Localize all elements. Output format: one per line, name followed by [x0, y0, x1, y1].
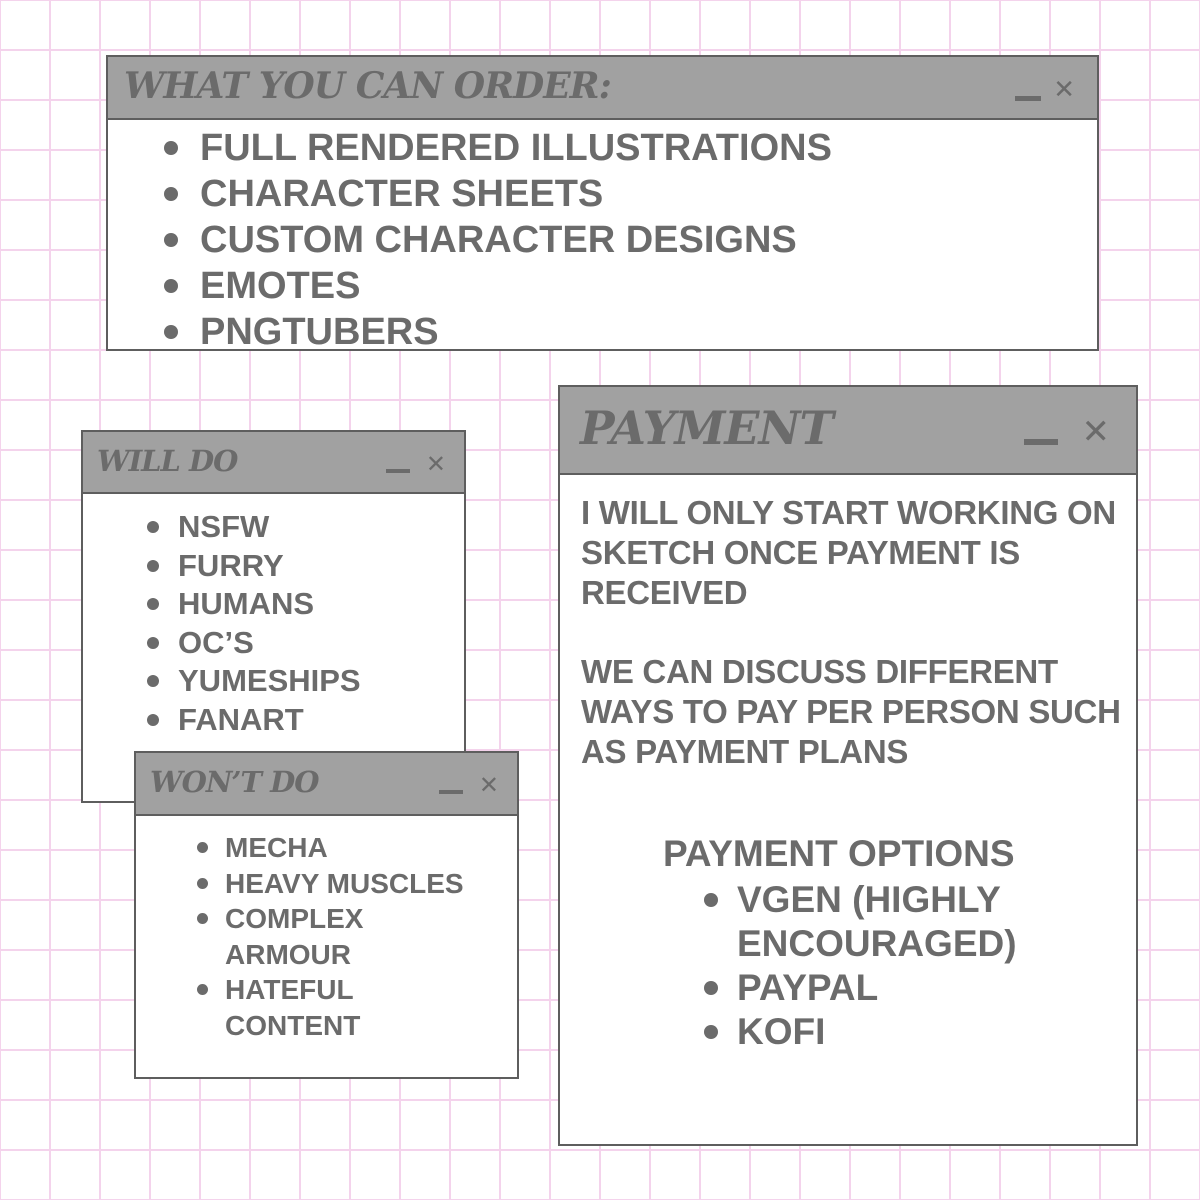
list-item-label: OC’S: [178, 624, 254, 660]
list-item-label: FANART: [178, 701, 304, 737]
payment-terms-paragraph: I WILL ONLY START WORKING ON SKETCH ONCE PAYMENT IS RECEIVED: [581, 494, 1116, 611]
bullet-icon: [147, 521, 159, 533]
bullet-icon: [164, 279, 178, 293]
close-icon[interactable]: ✕: [478, 771, 499, 799]
minimize-icon[interactable]: [439, 790, 463, 794]
list-item-label: FURRY: [178, 547, 284, 583]
order-window-title: WHAT YOU CAN ORDER:: [124, 65, 611, 107]
list-item-label: HATEFUL CONTENT: [225, 974, 361, 1041]
list-item-label: KOFI: [737, 1011, 826, 1052]
list-item: [225, 901, 385, 972]
will-do-window-titlebar: [83, 432, 464, 494]
order-window-controls: [1015, 77, 1075, 103]
will-do-window: [81, 430, 466, 803]
list-item-label: HEAVY MUSCLES: [225, 867, 464, 899]
list-item: [200, 171, 832, 217]
list-item: [737, 966, 1057, 1010]
list-item: [737, 878, 1027, 966]
list-item: [737, 1010, 1057, 1054]
bullet-icon: [147, 560, 159, 572]
list-item-label: MECHA: [225, 832, 328, 863]
bullet-icon: [147, 675, 159, 687]
list-item-label: NSFW: [178, 509, 270, 544]
wont-do-window-controls: [439, 773, 499, 797]
list-item-label: VGEN (HIGHLY ENCOURAGED): [737, 879, 1017, 964]
list-item-label: YUMESHIPS: [178, 663, 361, 698]
bullet-icon: [164, 141, 178, 155]
order-window-titlebar: [108, 57, 1097, 120]
wont-do-window-title: WON’T DO: [150, 765, 319, 799]
order-window: [106, 55, 1099, 351]
bullet-icon: [164, 187, 178, 201]
list-item-label: HUMANS: [178, 586, 315, 621]
bullet-icon: [164, 325, 178, 339]
list-item: [225, 866, 485, 902]
minimize-icon[interactable]: [1015, 96, 1041, 101]
wont-do-window: [134, 751, 519, 1079]
list-item-label: PNGTUBERS: [200, 311, 439, 353]
bullet-icon: [197, 984, 208, 995]
payment-options-heading: PAYMENT OPTIONS: [663, 833, 1015, 874]
list-item-label: CHARACTER SHEETS: [200, 173, 604, 215]
payment-options-list: [737, 878, 1057, 1054]
will-do-list: [178, 508, 361, 739]
list-item: [178, 547, 361, 586]
list-item: [200, 217, 832, 263]
payment-window-title: PAYMENT: [580, 401, 833, 455]
list-item: [178, 508, 361, 547]
will-do-window-controls: [386, 452, 446, 476]
list-item: [178, 701, 361, 740]
close-icon[interactable]: ✕: [1081, 412, 1110, 452]
payment-window-controls: [1024, 412, 1111, 452]
bullet-icon: [147, 598, 159, 610]
minimize-icon[interactable]: [386, 469, 410, 473]
list-item: [225, 972, 385, 1043]
close-icon[interactable]: ✕: [1053, 75, 1075, 105]
bullet-icon: [704, 981, 718, 995]
bullet-icon: [147, 714, 159, 726]
list-item: [200, 309, 832, 355]
payment-window: [558, 385, 1138, 1146]
bullet-icon: [197, 913, 208, 924]
list-item: [225, 830, 485, 866]
bullet-icon: [197, 842, 208, 853]
will-do-window-title: WILL DO: [97, 444, 238, 478]
bullet-icon: [704, 1025, 718, 1039]
minimize-icon[interactable]: [1024, 439, 1058, 445]
list-item-label: CUSTOM CHARACTER DESIGNS: [200, 219, 797, 261]
list-item: [200, 263, 832, 309]
payment-window-titlebar: [560, 387, 1136, 475]
list-item: [178, 585, 361, 624]
list-item: [178, 624, 361, 663]
list-item-label: COMPLEX ARMOUR: [225, 903, 364, 970]
list-item-label: EMOTES: [200, 265, 361, 307]
wont-do-window-titlebar: [136, 753, 517, 816]
list-item: [200, 125, 832, 171]
list-item-label: FULL RENDERED ILLUSTRATIONS: [200, 127, 832, 169]
order-list: [200, 125, 832, 355]
close-icon[interactable]: ✕: [425, 450, 446, 478]
payment-plans-paragraph: WE CAN DISCUSS DIFFERENT WAYS TO PAY PER PERSON SUCH AS PAYMENT PLANS: [581, 653, 1121, 770]
list-item-label: PAYPAL: [737, 967, 879, 1008]
bullet-icon: [704, 893, 718, 907]
bullet-icon: [147, 637, 159, 649]
bullet-icon: [164, 233, 178, 247]
bullet-icon: [197, 878, 208, 889]
wont-do-list: [225, 830, 485, 1043]
list-item: [178, 662, 361, 701]
